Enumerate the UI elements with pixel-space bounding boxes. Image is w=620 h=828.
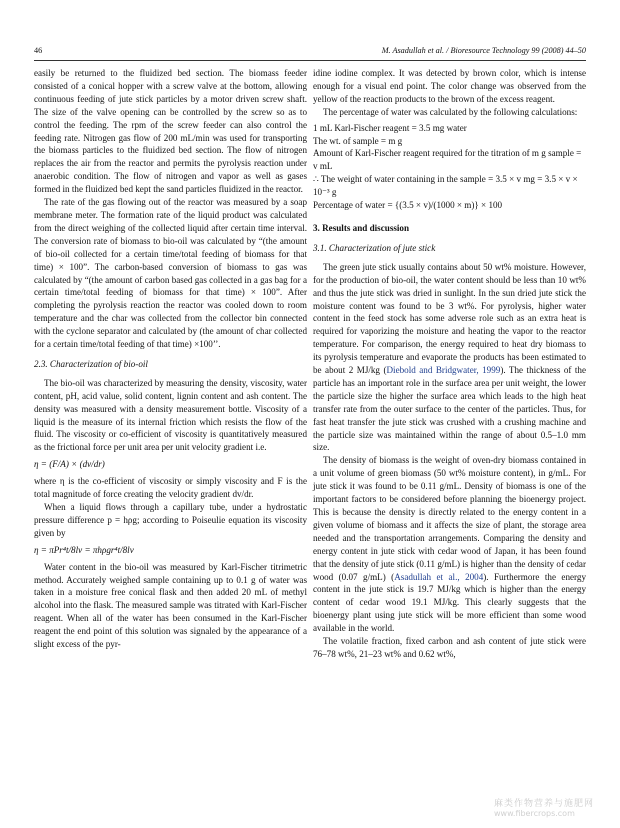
calculation-line: The wt. of sample = m g [313,135,403,146]
paragraph: The percentage of water was calculated by the following calculations: [323,106,578,117]
watermark-line: 麻类作物营养与施肥网 [494,799,595,809]
paragraph: idine iodine complex. It was detected by brown color, which is intense enough for a visual end point. The color change was observed from the yellow of the reaction products to the brown of the excess reagent. [313,68,586,104]
paragraph: The density of biomass is the weight of oven-dry biomass contained in a unit volume of green biomass (50 wt% moisture content), in g/mL. For jute stick it was found to be 0.11 g/mL. Density of biomass is one of the important factors to be considered before planning the bioenergy project. This is because the density is directly related to the energy content in a given volume of biomass and it affects the size of plant, the storage area needed and the transportation arrangements. Comparing the density and energy content in jute stick with cedar wood of Japan, it has been found that the density of jute stick (0.11 g/mL) is higher than the density of cedar wood (0.07 g/mL) (Asadullah et al., 2004). Furthermore the energy content in the jute stick is 19.7 MJ/kg which is higher than the energy content of cedar wood 19.1 MJ/kg. This clearly suggests that the bioenergy plant using jute stick will be more efficient than some wood available in the world. [313,455,587,634]
paragraph: When a liquid flows through a capillary tube, under a hydrostatic pressure difference p = hρg; according to Poiseulie equation its viscosity given by [34,502,307,538]
paragraph: where η is the co-efficient of viscosity or simply viscosity and F is the total magnitude of force creating the velocity gradient dv/dr. [34,476,307,500]
subsection-heading: 3.1. Characterization of jute stick [313,242,436,253]
citation-link[interactable]: Asadullah et al., 2004 [394,571,484,582]
calculation-line: ∴ The weight of water containing in the sample = 3.5 × v mg = 3.5 × v × 10⁻³ g [313,174,578,198]
paragraph: The volatile fraction, fixed carbon and ash content of jute stick were 76–78 wt%, 21–23 wt% and 0.62 wt%, [313,636,586,659]
page-number: 46 [34,46,43,55]
watermark [494,796,604,820]
paragraph: easily be returned to the fluidized bed section. The biomass feeder consisted of a conical hopper with a screw valve at the bottom, allowing continuous feeding of jute stick particles by a motor driven screw shaft. The size of the valve opening can be controlled by the screw so as to control the feeding. The rpm of the screw feeder can also control the feeding rate. Nitrogen gas flow of 200 mL/min was used for transporting the biomass particles to the fluidized bed section. The flow of nitrogen replaces the air from the reactor and permits the pyrolysis reaction under anaerobic condition. The flow of nitrogen and vapor as well as gases formed in the fluidized bed kept the sand particles fluidized in the reactor. [34,68,307,195]
paragraph: The rate of the gas flowing out of the reactor was measured by a soap membrane meter. The formation rate of the liquid product was calculated from the direct weighing of the collected liquid after certain time interval. The conversion rate of biomass to bio-oil was calculated by “(the amount of bio-oil collected for a certain time/total feeding of biomass for that time) × 100”. The carbon-based conversion of biomass to gas was calculated by “(the amount of carbon based gas collected in a gas bag for a certain time/total feeding of biomass for that time) × 100”. After completing the pyrolysis reaction the reactor was cooled down to room temperature and the char was collected from the collector bin connected with the cyclone separator and calculated by (the amount of char collected for a certain time/total feeding of that time) ×100’’. [34,197,307,350]
equation: η = πPr⁴t/8lv = πhρgr⁴t/8lv [34,544,134,555]
paragraph: The bio-oil was characterized by measuring the density, viscosity, water content, pH, acid value, solid content, lignin content and ash content. The density was measured with a density measurement bottle. Viscosity of a liquid is the measure of its internal friction which resists the flow of the fluid. The viscosity or co-efficient of viscosity is quantitatively measured as the frictional force per unit area per unit velocity gradient i.e. [34,377,307,453]
calculation-line: Amount of Karl-Fischer reagent required for the titration of m g sample = v mL [313,148,582,172]
paragraph: Water content in the bio-oil was measured by Karl-Fischer titrimetric method. Accurately weighed sample containing up to 0.1 g of water was taken in a moisture free conical flask and then added 20 mL of methyl alcohol into the flask. The measured sample was titrated with Karl-Fischer reagent. When all of the water has been consumed in the Karl-Fischer reagent the end point of this solution was signaled by the appearance of a slight excess of the pyr- [34,561,307,650]
calculation-line: Percentage of water = {(3.5 × v)/(1000 × m)} × 100 [313,200,503,211]
section-heading: 2.3. Characterization of bio-oil [34,358,148,369]
calculation-line: 1 mL Karl-Fischer reagent = 3.5 mg water [313,122,467,133]
calculation-block [313,122,586,212]
journal-citation: M. Asadullah et al. / Bioresource Technology 99 (2008) 44–50 [381,46,586,55]
paragraph: The green jute stick usually contains about 50 wt% moisture. However, for the production of bio-oil, the water content should be less than 10 wt% and thus the jute stick was dried in sunlight. In the sun dried jute stick the moisture content was found to be 3 wt%. For pyrolysis, higher water content in the feed stock has some adverse role such as an extra heat is required for vaporizing the moisture and heating the vapor to the reactor temperature. For comparison, the energy required to heat dry biomass to its pyrolysis temperature and evaporate the products has been estimated to be about 2 MJ/kg (Diebold and Bridgwater, 1999). The thickness of the particle has an important role in the surface area per unit weight, the lower the particle size the higher the surface area which leads to the high heat transfer rate from the outer surface to the center of the particles. Thus, for fast heat transfer the jute stick was crushed with a crushing machine and the particle size was maintained within the range of about 0.5–1.0 mm size. [313,261,586,453]
left-column [34,67,307,651]
running-header [34,46,586,60]
equation: η = (F/A) × (dv/dr) [34,459,105,470]
citation-link[interactable]: Diebold and Bridgwater, 1999 [386,365,501,376]
watermark-url: www.fibercrops.com [494,809,575,818]
right-column [313,67,586,661]
header-rule [34,60,586,61]
section-heading: 3. Results and discussion [313,222,410,233]
